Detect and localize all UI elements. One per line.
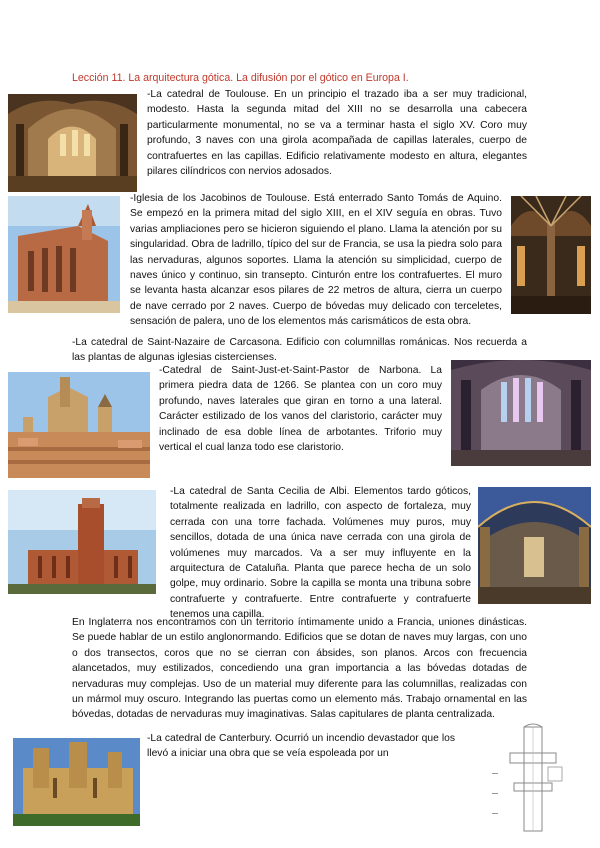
albi-interior-photo <box>478 487 591 604</box>
canterbury-plan-drawing <box>490 723 576 835</box>
canterbury-photo <box>13 738 140 826</box>
albi-exterior-photo <box>8 490 156 594</box>
paragraph-narbona: -Catedral de Saint-Just-et-Saint-Pastor de Narbona. La primera piedra data de 1266. Se plantea con un coro muy profundo, naves laterales que giran en torno a una lateral. Carácter estilizado de los vanos del claristorio, carácter muy inclinado de esa doble línea de arbotantes. Triforio muy vertical el cual lanza todo ese claristorio. <box>159 365 442 454</box>
paragraph-inglaterra: En Inglaterra nos encontramos con un territorio íntimamente unido a Francia, uniones dinásticas. Se puede hablar de un estilo anglonormando. Edificios que se dotan de naves muy largas, con uno o dos transectos, coros que no se cierran con ábsides, son planos. Arcos con frecuencia alancetados, muy estilizados, concediendo una gran importancia a las bóvedas dotadas de nervaduras muy complejas. Uso de un material muy diferente para las columnillas, realizadas con un mármol muy oscuro. Integrando las puertas como un elemento más. Trabajo ornamental en las bóvedas, dotadas de nervaduras muy imaginativas. Salas capitulares de planta centralizada. <box>72 617 527 721</box>
jacobinos-interior-photo <box>511 196 591 314</box>
paragraph-jacobinos: -Iglesia de los Jacobinos de Toulouse. Está enterrado Santo Tomás de Aquino. Se empezó en la primera mitad del siglo XIII, en el XIV seguía en obras. Tuvo varias ampliaciones pero se hicieron siguiendo el plano. Llama la atención por su singularidad. Obra de ladrillo, típico del sur de Francia, se usa la piedra solo para las nervaduras, algunos soportes. Llama la atención su simplicidad, cuerpo de naves único y continuo, sin transepto. Cinturón entre los contrafuertes. El muro se levanta hasta alcanzar esos pilares de 22 metros de altura, cierra un cuerpo de nave cerrado por 2 naves. Cuerpo de bóvedas muy delicado con terceletes, sensación de palera, uno de los elementos más carismáticos de esta obra. <box>130 193 502 328</box>
narbona-interior-photo <box>451 360 591 466</box>
paragraph-toulouse: -La catedral de Toulouse. En un principio el trazado iba a ser muy tradicional, modesto. Hasta la segunda mitad del XIII no se desarrolla una cabecera particularmente monumental, no se va a terminar hasta el siglo XV. Coro muy profundo, 3 naves con una girola acompañada de capillas laterales, cuerpo de contrafuertes en las capillas. Edificio relativamente modesto en altura, elegantes pilares cilíndricos con nervios adosados. <box>147 89 527 178</box>
paragraph-canterbury: -La catedral de Canterbury. Ocurrió un incendio devastador que los llevó a iniciar una obra que se veía espoleada por un <box>147 733 455 760</box>
toulouse-interior-photo <box>8 94 137 192</box>
paragraph-carcasona: -La catedral de Saint-Nazaire de Carcasona. Edificio con columnillas románicas. Nos recuerda a las plantas de algunas iglesias cistercienses. <box>72 337 527 364</box>
carcasona-photo <box>8 372 150 478</box>
paragraph-albi: -La catedral de Santa Cecilia de Albi. Elementos tardo góticos, totalmente realizada en ladrillo, con aspecto de fortaleza, muy cerrada con una torre fachada. Volúmenes muy puros, muy sencillos, dotada de una única nave cerrada con una girola de volúmenes muy marcados. Va a ser muy influyente en la arquitectura de Cataluña. Planta que parece hecha de un solo golpe, muy ordinario. Sobre la capilla se monta una tribuna sobre contrafuerte y contrafuerte. Entre contrafuerte y contrafuerte tenemos una capilla. <box>170 486 471 621</box>
jacobinos-exterior-photo <box>8 196 120 313</box>
lesson-title: Lección 11. La arquitectura gótica. La difusión por el gótico en Europa I. <box>72 72 409 84</box>
